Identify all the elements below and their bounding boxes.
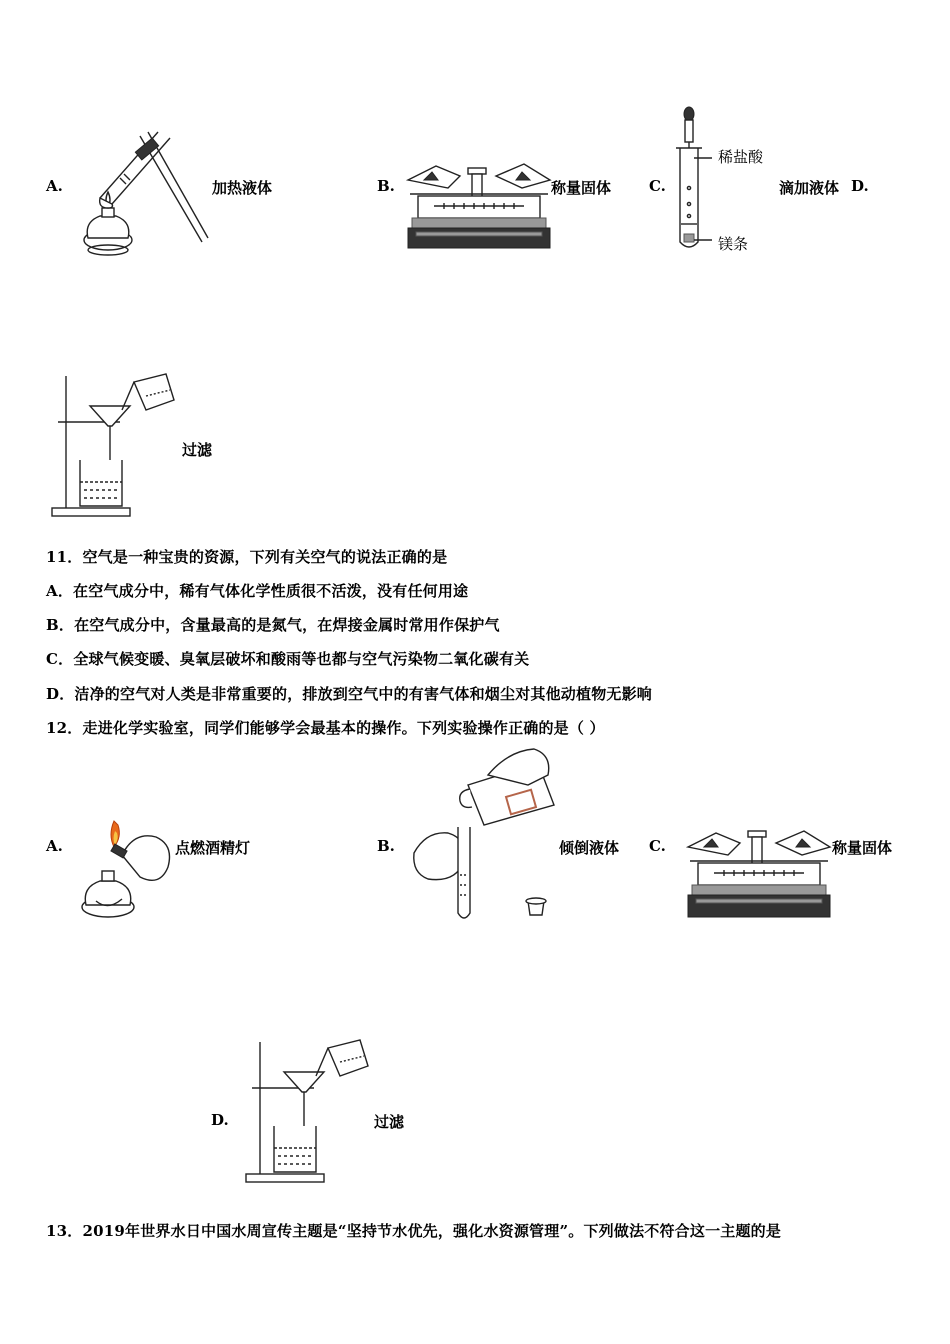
q10-heating-liquid-figure xyxy=(78,122,208,262)
q11-option-d[interactable]: D．洁净的空气对人类是非常重要的，排放到空气中的有害气体和烟尘对其他动植物无影响 xyxy=(46,685,653,703)
q10-option-a-letter[interactable]: A. xyxy=(46,177,63,195)
q12-option-b-letter[interactable]: B. xyxy=(377,837,395,855)
q12-option-d-letter[interactable]: D. xyxy=(211,1111,229,1129)
q12-stem: 12．走进化学实验室，同学们能够学会最基本的操作。下列实验操作正确的是（ ） xyxy=(46,719,605,737)
q12-option-c-caption: 称量固体 xyxy=(832,839,893,857)
q12-lighting-lamp-figure xyxy=(78,815,178,925)
q12-pouring-liquid-figure xyxy=(408,745,558,925)
q10-dropper-label-magnesium: 镁条 xyxy=(718,235,749,253)
q10-balance-figure xyxy=(404,158,554,258)
q12-option-a-letter[interactable]: A. xyxy=(46,837,63,855)
q10-option-a-caption: 加热液体 xyxy=(212,179,273,197)
q10-option-b-caption: 称量固体 xyxy=(551,179,612,197)
q13-stem: 13．2019年世界水日中国水周宣传主题是“坚持节水优先，强化水资源管理”。下列做法不符合这一主题的是 xyxy=(46,1222,782,1240)
q12-balance-figure xyxy=(684,825,834,925)
q10-option-d-letter[interactable]: D. xyxy=(851,177,869,195)
q12-option-b-caption: 倾倒液体 xyxy=(559,839,620,857)
q11-option-a[interactable]: A．在空气成分中，稀有气体化学性质很不活泼，没有任何用途 xyxy=(46,582,469,600)
q12-option-c-letter[interactable]: C. xyxy=(649,837,666,855)
q10-option-c-letter[interactable]: C. xyxy=(649,177,666,195)
q11-option-b[interactable]: B．在空气成分中，含量最高的是氮气，在焊接金属时常用作保护气 xyxy=(46,616,500,634)
q12-option-d-caption: 过滤 xyxy=(374,1113,405,1131)
q10-option-b-letter[interactable]: B. xyxy=(377,177,395,195)
q10-option-c-caption: 滴加液体 xyxy=(779,179,840,197)
q10-filtration-figure xyxy=(50,370,180,520)
q11-option-c[interactable]: C．全球气候变暖、臭氧层破坏和酸雨等也都与空气污染物二氧化碳有关 xyxy=(46,650,530,668)
q10-dropper-label-acid: 稀盐酸 xyxy=(718,148,764,166)
q12-option-a-caption: 点燃酒精灯 xyxy=(175,839,251,857)
q10-dropper-figure xyxy=(672,104,712,254)
q10-option-d-caption: 过滤 xyxy=(182,441,213,459)
q11-stem: 11．空气是一种宝贵的资源，下列有关空气的说法正确的是 xyxy=(46,548,448,566)
q12-filtration-figure xyxy=(244,1036,374,1186)
